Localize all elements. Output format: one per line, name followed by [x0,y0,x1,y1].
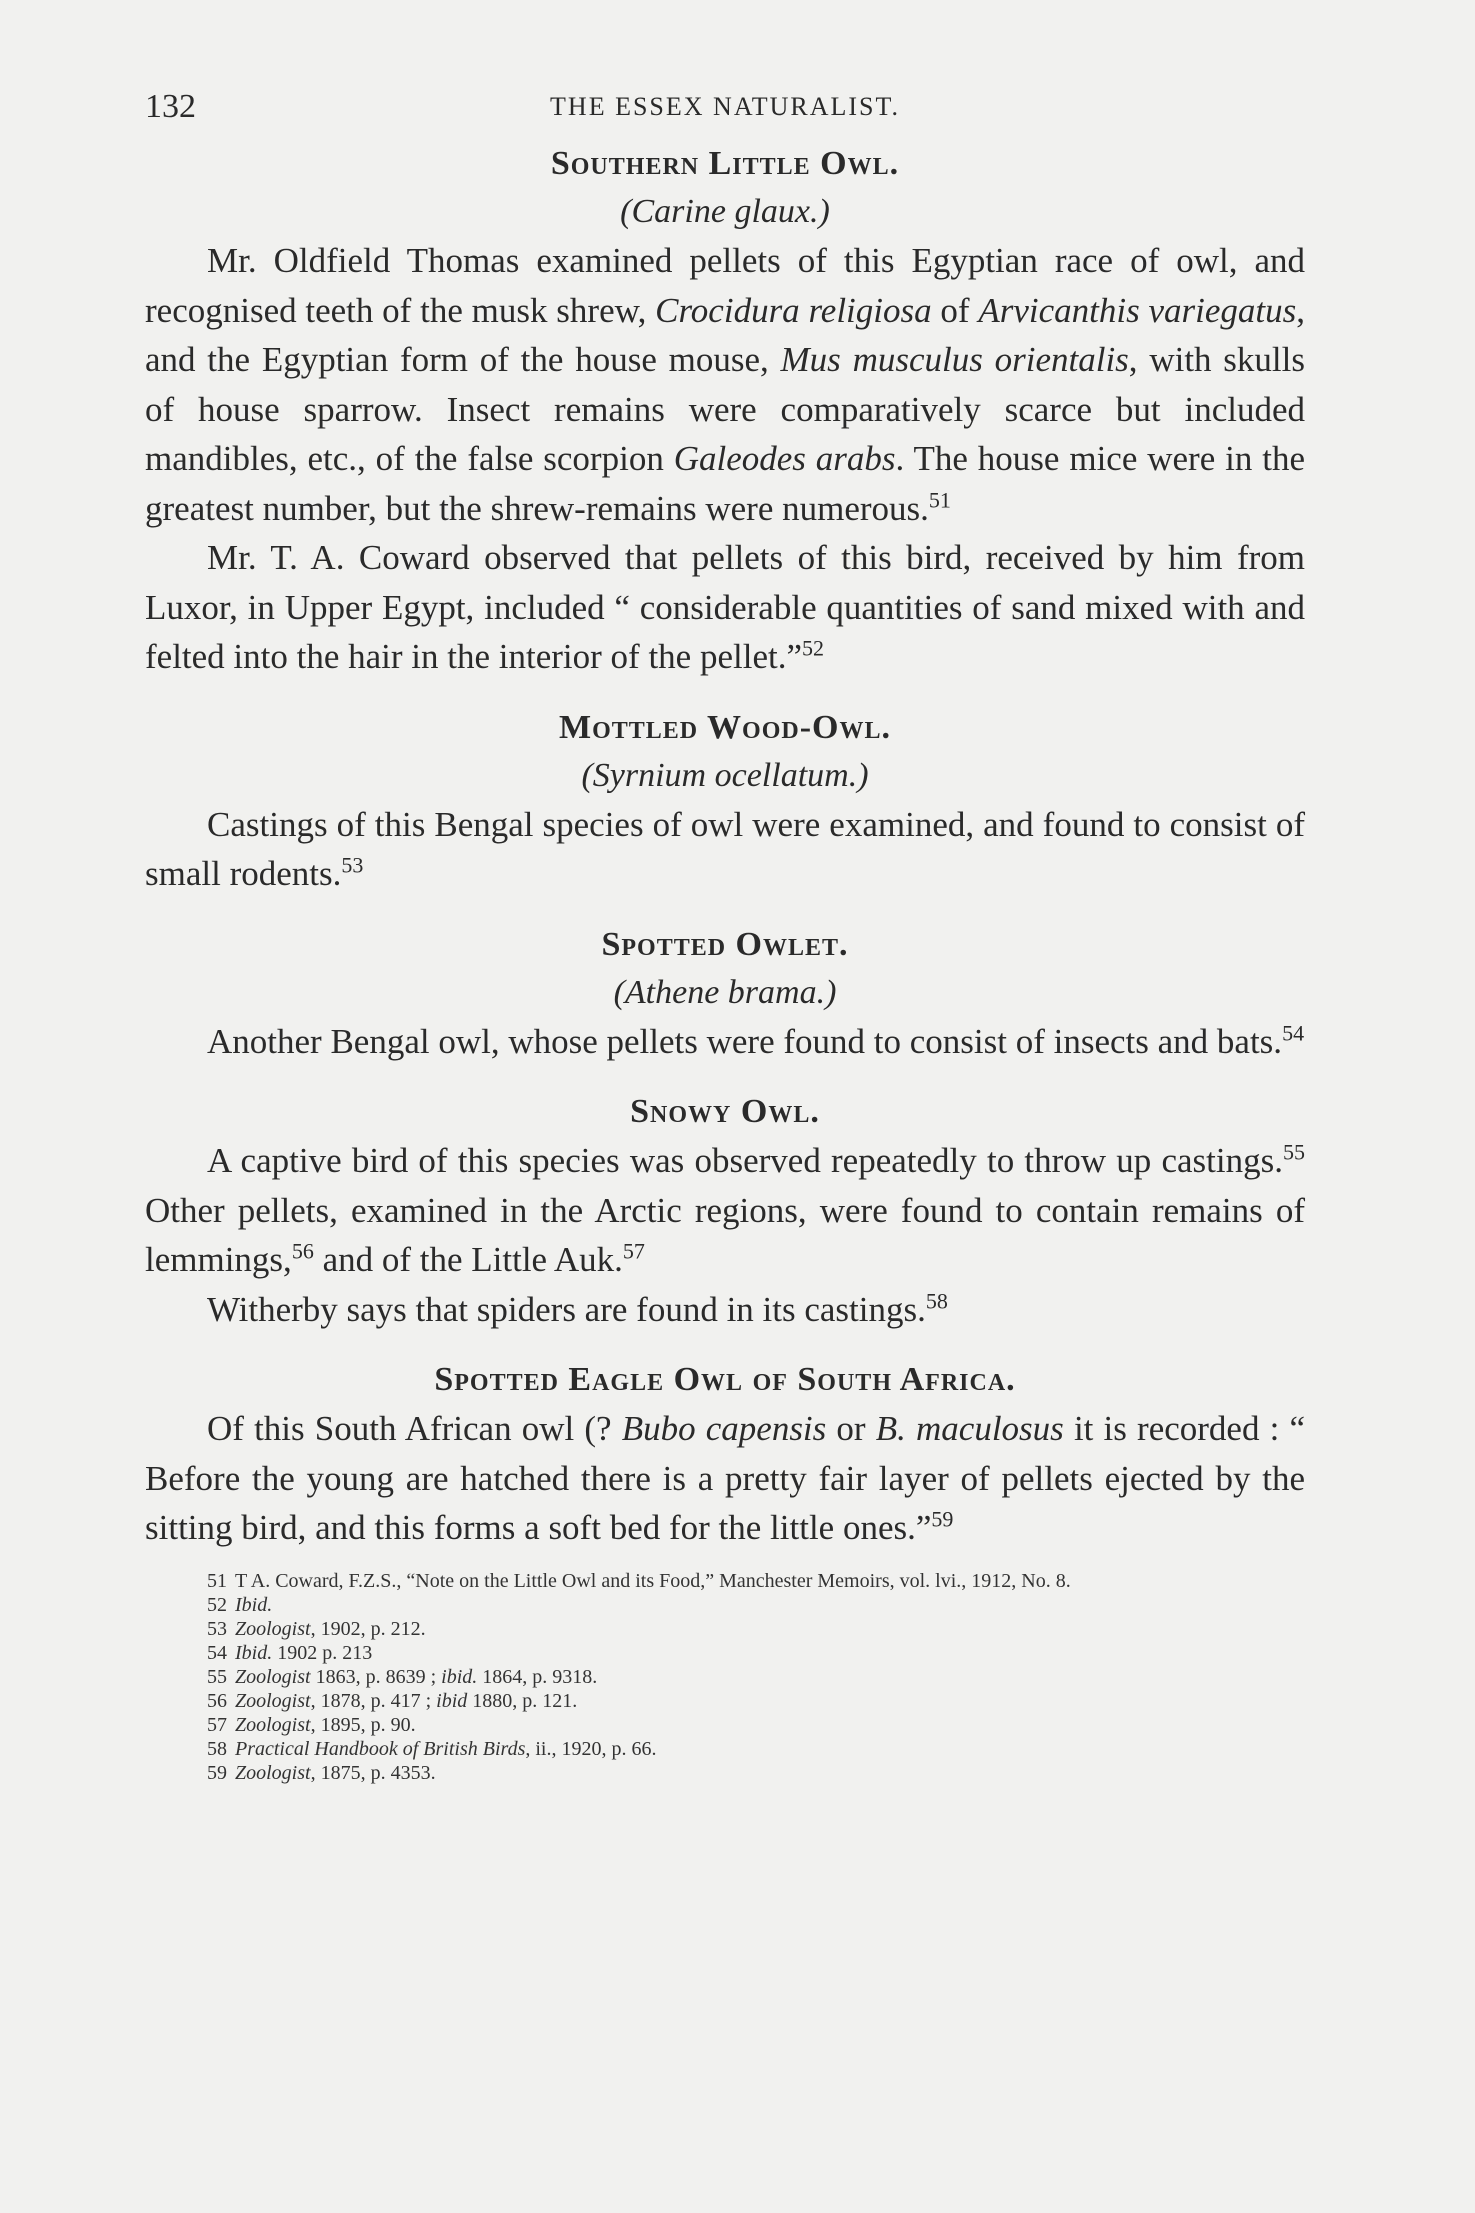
text-run: A captive bird of this species was observed repeatedly to throw up castings. [207,1141,1283,1180]
text-run: and of the Little Auk. [313,1240,623,1279]
paragraph [145,533,1305,682]
text-run: , ii., 1920, p. 66. [525,1737,657,1760]
text-run: , 1878, p. 417 ; [310,1689,437,1712]
footnote-number: 57 [207,1713,227,1736]
species-line [145,752,1305,800]
text-run: Witherby says that spiders are found in its castings. [207,1289,926,1329]
text-run: of [931,290,979,330]
section-heading: Mottled Wood-Owl. [559,708,891,746]
journal-title: THE ESSEX NATURALIST. [550,92,900,121]
text-run: 1864, p. 9318. [477,1665,598,1688]
italic-run: Bubo capensis [621,1409,827,1448]
text-run: 1880, p. 121. [467,1689,578,1712]
footnote-reference: 59 [931,1506,954,1532]
footnote [145,1593,1305,1617]
footnotes [145,1569,1305,1785]
section [145,899,1305,1067]
text-run: Other pellets, examined in the Arctic regions, were found to contain remains of lemmings, [145,1190,1305,1279]
footnote-reference: 55 [1283,1139,1305,1165]
paragraph [145,1136,1305,1285]
footnote-reference: 51 [928,486,951,512]
footnote [145,1689,1305,1713]
footnote-reference: 54 [1282,1019,1305,1045]
species-name: (Carine glaux.) [620,193,830,230]
section [145,682,1305,899]
italic-run: B. maculosus [875,1409,1064,1448]
footnote [145,1713,1305,1737]
text-run: , and the Egyptian form of the house mouse, [145,290,1305,379]
footnote-number: 54 [207,1641,227,1664]
footnote-number: 56 [207,1689,227,1712]
footnote-reference: 52 [802,635,824,661]
footnote-number: 51 [207,1569,227,1592]
page [145,88,1305,1785]
text-run: Mr. Oldfield Thomas examined pellets of this Egyptian race of owl, and recognised teeth of the musk shrew, [145,241,1305,330]
section-heading: Snowy Owl. [630,1093,820,1130]
article-body [145,140,1305,1553]
italic-run: Practical Handbook of British Birds [235,1737,526,1760]
text-run: it is recorded : “ Before the young are hatched there is a pretty fair layer of pellets ejected by the sitting bird, and this forms a soft bed for the little ones.” [145,1409,1306,1547]
section-heading: Southern Little Owl. [550,145,900,182]
paragraph [145,1017,1305,1067]
footnote [145,1665,1305,1689]
footnote-number: 52 [207,1593,227,1616]
text-run: , 1895, p. 90. [310,1713,416,1736]
footnote-reference: 53 [341,852,364,878]
italic-run: Arvicanthis variegatus [978,290,1297,330]
paragraph [145,800,1305,899]
footnote-reference: 56 [291,1238,314,1264]
footnote [145,1569,1305,1593]
footnote [145,1761,1305,1785]
italic-run: Ibid. [235,1641,273,1664]
italic-run: Zoologist [235,1761,311,1784]
paragraph [145,1404,1305,1553]
italic-run: Mus musculus orientalis [780,340,1129,379]
italic-run: ibid [436,1689,468,1712]
text-run: 1863, p. 8639 ; [310,1665,442,1688]
text-run: or [826,1409,876,1448]
section-heading: Spotted Eagle Owl of South Africa. [434,1361,1016,1398]
text-run: , with skulls of house sparrow. Insect remains were comparatively scarce but included mandibles, etc., of the false scorpion [145,340,1305,478]
species-line [145,188,1305,236]
footnote-reference: 57 [622,1238,645,1264]
italic-run: Zoologist [235,1617,311,1640]
page-number: 132 [145,88,196,125]
text-run: Another Bengal owl, whose pellets were found to consist of insects and bats. [207,1021,1283,1061]
italic-run: Galeodes arabs [673,439,896,478]
section [145,140,1305,682]
text-run: . The house mice were in the greatest number, but the shrew-remains were numerous. [145,439,1305,528]
section [145,1334,1305,1553]
footnote [145,1641,1305,1665]
paragraph [145,236,1305,533]
species-name: (Syrnium ocellatum.) [581,756,869,794]
italic-run: ibid. [441,1665,478,1688]
footnote-number: 58 [207,1737,227,1760]
footnote-number: 59 [207,1761,227,1784]
running-head [145,88,1305,140]
text-run: , 1902, p. 212. [310,1617,426,1640]
section-heading: Spotted Owlet. [601,925,849,963]
italic-run: Zoologist [235,1713,311,1736]
footnote-number: 53 [207,1617,227,1640]
text-run: T A. Coward, F.Z.S., “Note on the Little Owl and its Food,” Manchester Memoirs, vol. lvi., 1912, No. 8. [235,1569,1071,1592]
italic-run: Ibid. [235,1593,273,1616]
text-run: , 1875, p. 4353. [310,1761,436,1784]
footnote-reference: 58 [925,1287,948,1313]
text-run: 1902 p. 213 [272,1641,373,1664]
species-name: (Athene brama.) [613,973,837,1011]
italic-run: Zoologist [235,1689,311,1712]
footnote-number: 55 [207,1665,227,1688]
italic-run: Crocidura religiosa [655,290,932,330]
text-run: Of this South African owl (? [207,1409,622,1448]
footnote [145,1617,1305,1641]
text-run: Castings of this Bengal species of owl were examined, and found to consist of small rodents. [145,804,1305,893]
section [145,1066,1305,1334]
text-run: Mr. T. A. Coward observed that pellets of this bird, received by him from Luxor, in Upper Egypt, included “ considerable quantities of sand mixed with and felted into the hair in the interior of the pellet.” [145,538,1305,676]
italic-run: Zoologist [235,1665,311,1688]
footnote [145,1737,1305,1761]
paragraph [145,1285,1305,1335]
species-line [145,969,1305,1017]
